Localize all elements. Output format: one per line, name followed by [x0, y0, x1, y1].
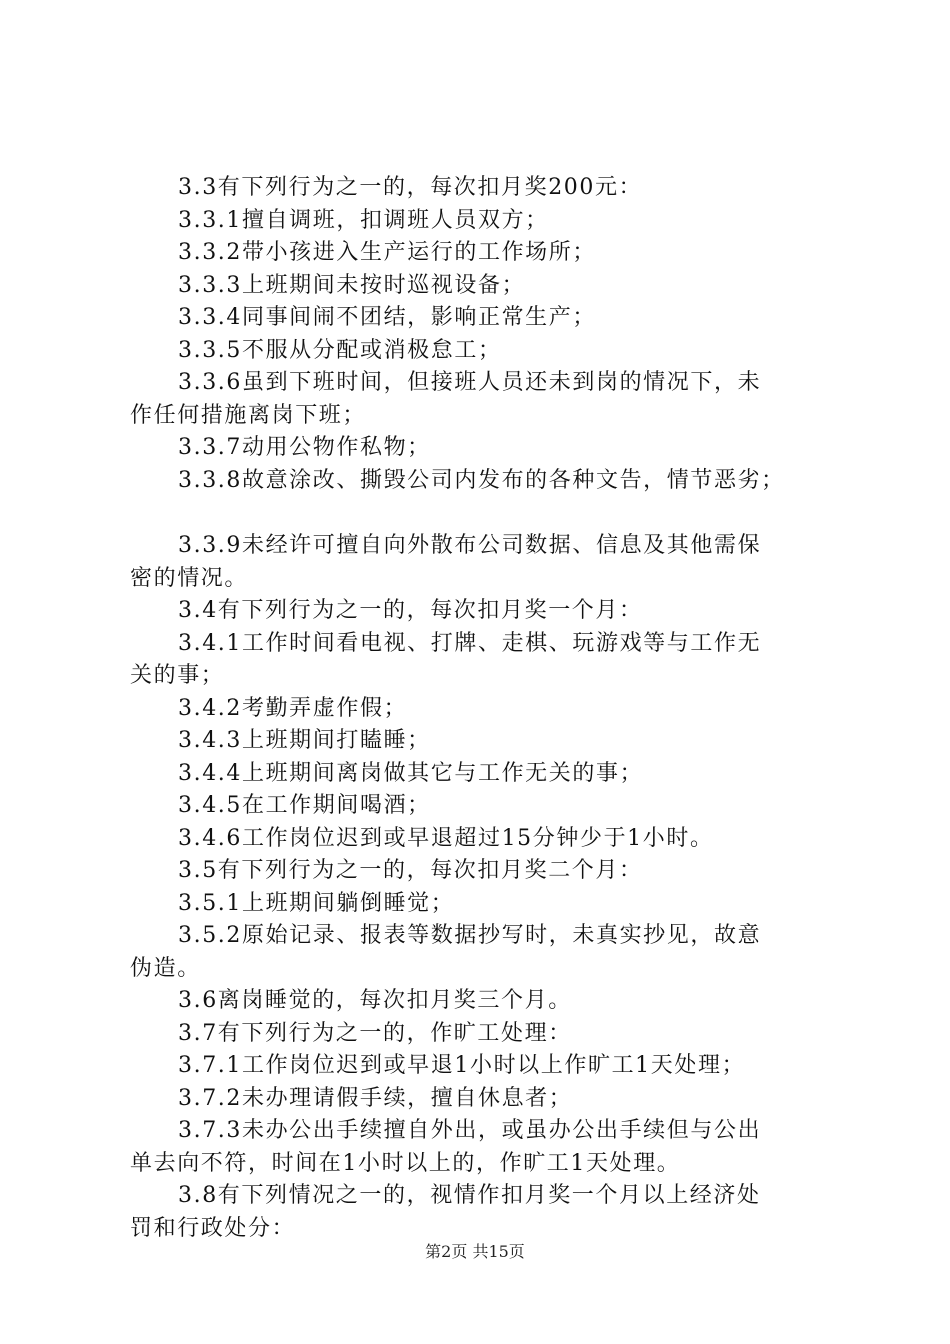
clause-3-3-9: 3.3.9未经许可擅自向外散布公司数据、信息及其他需保 [178, 533, 762, 558]
clause-3-3-6-cont: 作任何措施离岗下班； [130, 402, 367, 428]
clause-3-3-8: 3.3.8故意涂改、撕毁公司内发布的各种文告，情节恶劣； [178, 467, 785, 493]
clause-3-4-2: 3.4.2考勤弄虚作假； [178, 695, 408, 721]
paragraph-gap [130, 497, 842, 530]
clause-3-6: 3.6离岗睡觉的，每次扣月奖三个月。 [178, 988, 572, 1013]
clause-3-3: 3.3有下列行为之一的，每次扣月奖200元： [178, 175, 643, 200]
clause-3-4-1-cont: 关的事； [130, 663, 225, 688]
clause-3-3-2: 3.3.2带小孩进入生产运行的工作场所； [178, 240, 596, 265]
clause-3-5: 3.5有下列行为之一的，每次扣月奖二个月： [178, 858, 643, 883]
clause-3-7-3-cont: 单去向不符，时间在1小时以上的，作旷工1天处理。 [130, 1150, 681, 1176]
clause-3-7-3: 3.7.3未办公出手续擅自外出，或虽办公出手续但与公出 [178, 1118, 762, 1143]
clause-3-4-4: 3.4.4上班期间离岗做其它与工作无关的事； [178, 760, 644, 786]
clause-3-8: 3.8有下列情况之一的，视情作扣月奖一个月以上经济处 [178, 1183, 761, 1208]
clause-3-5-2: 3.5.2原始记录、报表等数据抄写时，未真实抄见，故意 [178, 923, 762, 948]
clause-3-3-6: 3.3.6虽到下班时间，但接班人员还未到岗的情况下，未 [178, 370, 762, 395]
clause-3-4-6: 3.4.6工作岗位迟到或早退超过15分钟少于1小时。 [178, 825, 714, 851]
clause-3-3-4: 3.3.4同事间闹不团结，影响正常生产； [178, 305, 596, 330]
clause-3-5-1: 3.5.1上班期间躺倒睡觉； [178, 890, 455, 916]
clause-3-4-5: 3.4.5在工作期间喝酒； [178, 793, 431, 818]
clause-3-3-7: 3.3.7动用公物作私物； [178, 435, 431, 460]
clause-3-4-1: 3.4.1工作时间看电视、打牌、走棋、玩游戏等与工作无 [178, 630, 762, 656]
clause-3-8-cont: 罚和行政处分： [130, 1215, 296, 1241]
clause-3-7-1: 3.7.1工作岗位迟到或早退1小时以上作旷工1天处理； [178, 1053, 746, 1078]
clause-3-3-9-cont: 密的情况。 [130, 565, 249, 591]
clause-3-4: 3.4有下列行为之一的，每次扣月奖一个月： [178, 598, 643, 623]
page-number-footer: 第2页 共15页 [425, 1242, 525, 1261]
clause-3-3-1: 3.3.1擅自调班，扣调班人员双方； [178, 207, 549, 233]
clause-3-7: 3.7有下列行为之一的，作旷工处理： [178, 1020, 572, 1046]
clause-3-7-2: 3.7.2未办理请假手续，擅自休息者； [178, 1085, 573, 1111]
clause-3-4-3: 3.4.3上班期间打瞌睡； [178, 728, 431, 753]
document-body [130, 172, 842, 1245]
clause-3-3-5: 3.3.5不服从分配或消极怠工； [178, 337, 502, 363]
clause-3-3-3: 3.3.3上班期间未按时巡视设备； [178, 272, 526, 298]
clause-3-5-2-cont: 伪造。 [130, 955, 201, 981]
